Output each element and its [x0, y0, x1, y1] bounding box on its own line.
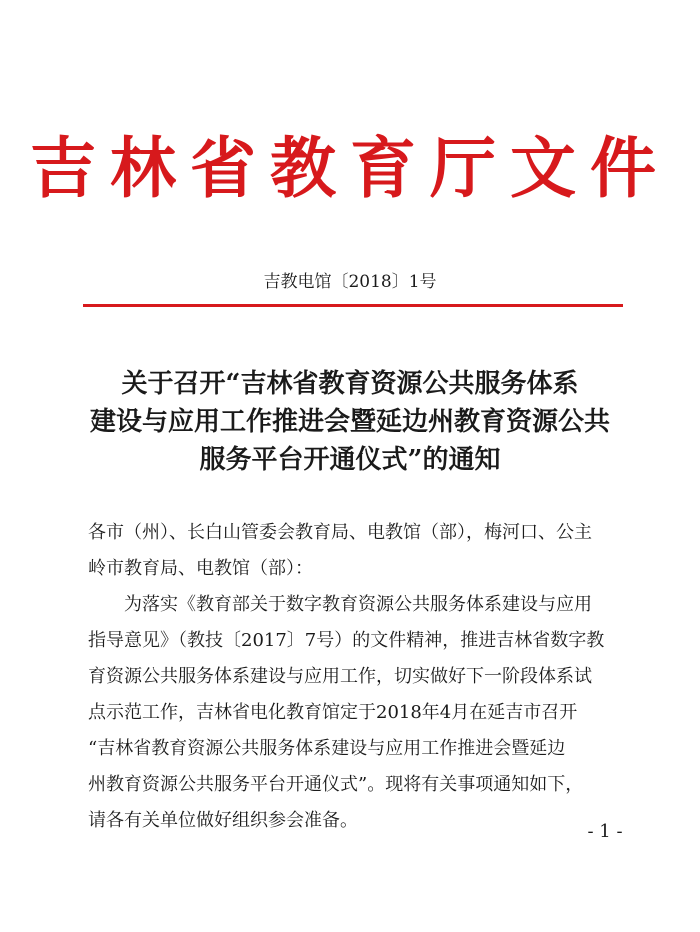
body-line-7: “吉林省教育资源公共服务体系建设与应用工作推进会暨延边: [88, 738, 566, 759]
page-number: - 1 -: [587, 821, 623, 842]
body-line-2: 岭市教育局、电教馆（部）：: [88, 558, 313, 579]
body-line-4: 指导意见》（教技〔2017〕7号）的文件精神，推进吉林省数字教: [88, 630, 605, 651]
notice-title-line-1: 关于召开“吉林省教育资源公共服务体系: [121, 369, 579, 399]
body-line-5: 育资源公共服务体系建设与应用工作，切实做好下一阶段体系试: [88, 666, 592, 687]
document-number: 吉教电馆〔2018〕1号: [263, 272, 437, 292]
body-line-3: 为落实《教育部关于数字教育资源公共服务体系建设与应用: [124, 594, 592, 615]
body-line-8: 州教育资源公共服务平台开通仪式”。现将有关事项通知如下，: [88, 774, 584, 795]
body-line-9: 请各有关单位做好组织参会准备。: [88, 810, 358, 831]
body-line-1: 各市（州）、长白山管委会教育局、电教馆（部），梅河口、公主: [88, 522, 592, 543]
red-divider-line: [83, 304, 623, 307]
notice-title: [40, 365, 660, 479]
notice-title-line-3: 服务平台开通仪式”的通知: [199, 445, 501, 475]
notice-title-line-2: 建设与应用工作推进会暨延边州教育资源公共: [89, 407, 610, 437]
body-line-6: 点示范工作，吉林省电化教育馆定于2018年4月在延吉市召开: [88, 702, 578, 723]
notice-body: [88, 515, 648, 839]
document-header-title: 吉林省教育厅文件: [30, 129, 670, 207]
